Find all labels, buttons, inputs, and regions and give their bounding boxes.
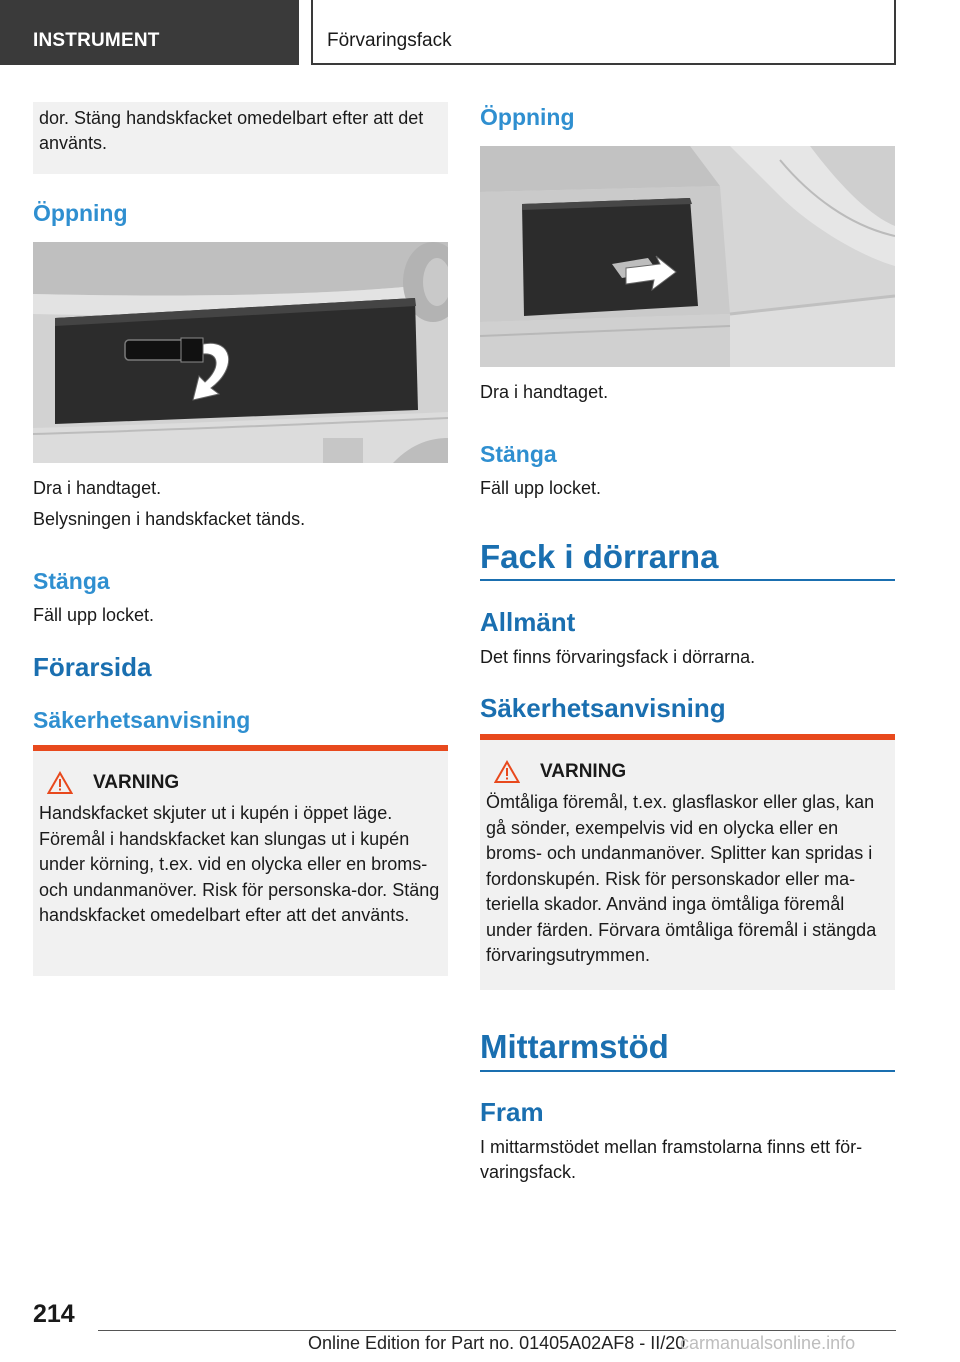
heading-allmant: Allmänt — [480, 607, 576, 637]
warning-box-left — [33, 745, 448, 976]
text-fram: I mittarmstödet mellan framstolarna finns ett för-varingsfack. — [480, 1137, 863, 1182]
continued-warning-box — [33, 102, 448, 174]
heading-stanga-right: Stänga — [480, 441, 557, 467]
text-dra-left: Dra i handtaget. — [33, 478, 162, 498]
warning-text-right: Ömtåliga föremål, t.ex. glasflaskor eller glas, kan gå sönder, exempelvis vid en olycka eller en broms- och undanmanöver. Splitter kan spridas i fordonskupén. Risk för personskador eller ma-teriella skador. Använd inga ömtåliga föremål under färden. Förvara ömtåliga föremål i stängda förvaringsutrymmen. — [486, 792, 877, 965]
footer-edition: Online Edition for Part no. 01405A02AF8 - II/20 — [308, 1333, 686, 1353]
page-number: 214 — [33, 1300, 75, 1328]
warning-header-left — [47, 769, 442, 797]
footer-rule — [98, 1330, 896, 1331]
heading-oppning-right: Öppning — [480, 104, 575, 130]
warning-text-left: Handskfacket skjuter ut i kupén i öppet läge. Föremål i handskfacket kan slungas ut i kupén under körning, t.ex. vid en olycka eller en broms- och undanmanöver. Risk för personska-dor. Stäng handskfacket omedelbart efter att det använts. — [39, 803, 440, 925]
heading-mittarmstod: Mittarmstöd — [480, 1028, 669, 1065]
header-chapter-tab — [311, 0, 896, 65]
heading-rule-fack — [480, 579, 895, 581]
glovebox-illustration-left — [33, 242, 448, 463]
heading-fack-i-dorrarna: Fack i dörrarna — [480, 538, 719, 575]
heading-fram: Fram — [480, 1097, 544, 1127]
text-fall-left: Fäll upp locket. — [33, 605, 155, 625]
header-section-tab — [0, 0, 299, 65]
heading-oppning-left: Öppning — [33, 200, 128, 226]
warning-header-right — [494, 758, 889, 786]
heading-rule-mittarm — [480, 1070, 895, 1072]
header-chapter-label: Förvaringsfack — [327, 30, 452, 51]
text-belysning: Belysningen i handskfacket tänds. — [33, 509, 306, 529]
warning-triangle-icon — [494, 760, 520, 784]
warning-label-left: VARNING — [93, 772, 180, 793]
header-section-label: INSTRUMENT — [33, 30, 160, 51]
warning-box-right — [480, 734, 895, 990]
heading-sakerhet-left: Säkerhetsanvisning — [33, 707, 251, 733]
watermark-text: carmanualsonline.info — [680, 1333, 856, 1353]
glovebox-illustration-right — [480, 146, 895, 367]
heading-sakerhet-right: Säkerhetsanvisning — [480, 693, 726, 723]
warning-label-right: VARNING — [540, 761, 627, 782]
text-dra-right: Dra i handtaget. — [480, 382, 609, 402]
warning-triangle-icon — [47, 771, 73, 795]
continued-warning-text: dor. Stäng handskfacket omedelbart efter att det använts. — [39, 108, 424, 153]
heading-stanga-left: Stänga — [33, 568, 110, 594]
text-fall-right: Fäll upp locket. — [480, 478, 602, 498]
heading-forarsida: Förarsida — [33, 652, 152, 682]
text-allmant: Det finns förvaringsfack i dörrarna. — [480, 647, 756, 667]
